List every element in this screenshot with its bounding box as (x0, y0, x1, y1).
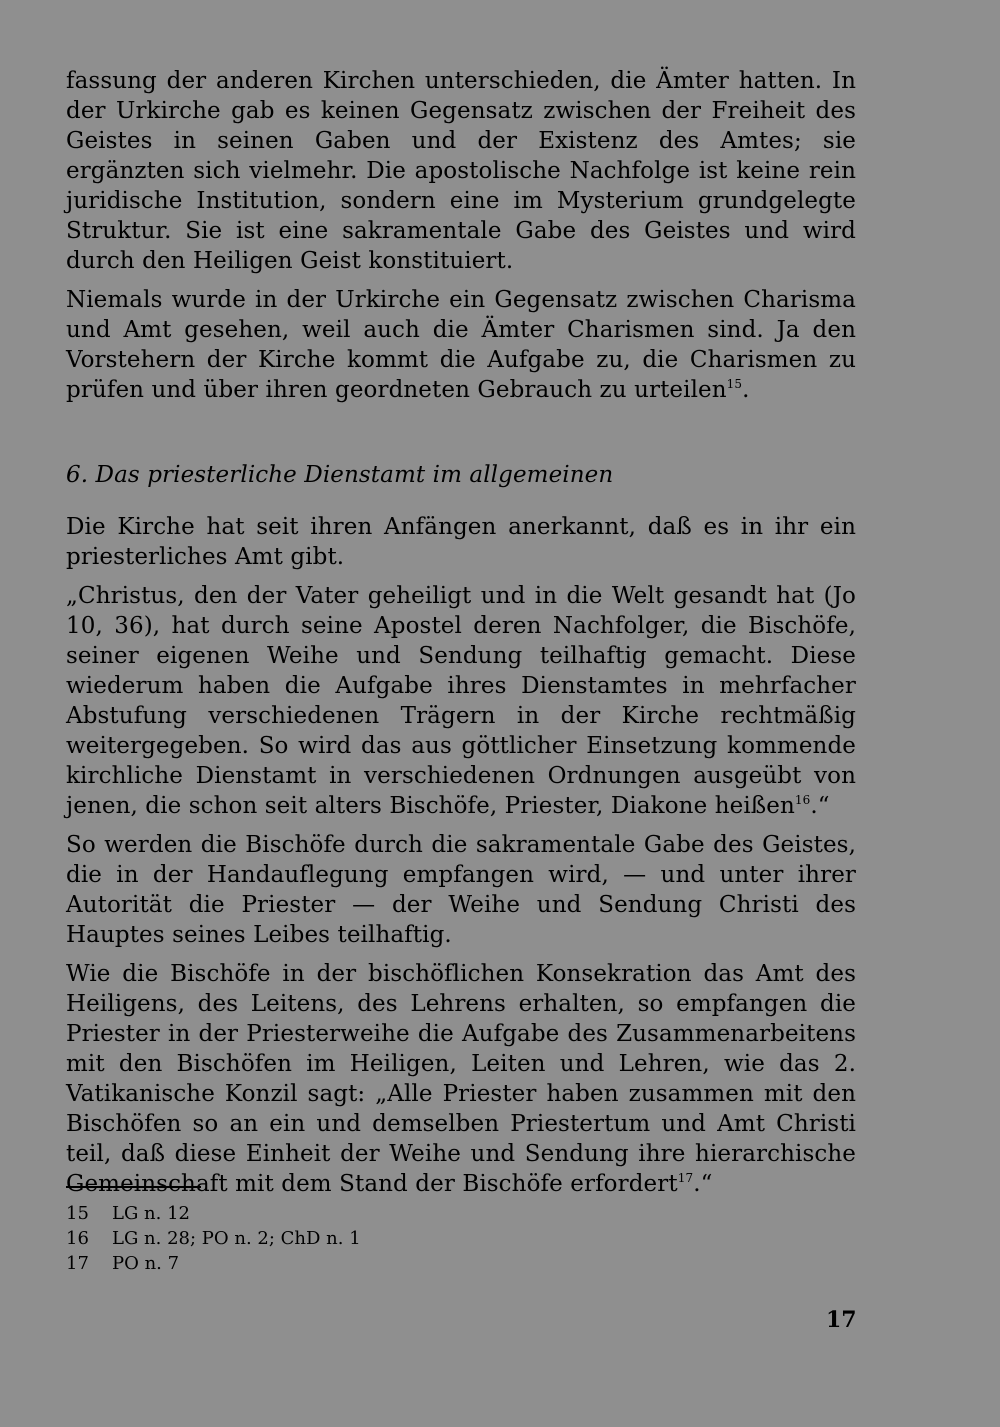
page-number: 17 (826, 1307, 857, 1333)
footnotes (66, 1201, 361, 1276)
footnote-text: LG n. 28; PO n. 2; ChD n. 1 (112, 1228, 361, 1249)
footnote (66, 1226, 361, 1251)
paragraph-1-text: fassung der anderen Kirchen unterschieden, die Ämter hatten. In der Urkirche gab es keinen Gegensatz zwischen der Freiheit des Geistes in seinen Gaben und der Existenz des Amtes; sie ergänzten sich vielmehr. Die apostolische Nachfolge ist keine rein juridische Institution, sondern eine im Mysterium grundgelegte Struktur. Sie ist eine sakramentale Gabe des Geistes und wird durch den Heiligen Geist konstituiert. (66, 68, 856, 274)
paragraph-4 (66, 581, 856, 821)
paragraph-2 (66, 285, 856, 405)
page-body (66, 66, 856, 1199)
footnote-text: PO n. 7 (112, 1253, 180, 1274)
footnote-divider (66, 1186, 201, 1188)
paragraph-4-text: „Christus, den der Vater geheiligt und in die Welt gesandt hat (Jo 10, 36), hat durch seine Apostel deren Nachfolger, die Bischöfe, seiner eigenen Weihe und Sendung teilhaftig gemacht. Diese wiederum haben die Aufgabe ihres Dienstamtes in mehrfacher Abstufung verschiedenen Trägern in der Kirche rechtmäßig weitergegeben. So wird das aus göttlicher Einsetzung kommende kirchliche Dienstamt in verschiedenen Ordnungen ausgeübt von jenen, die schon seit alters Bischöfe, Priester, Diakone heißen (66, 583, 856, 819)
paragraph-6-text: Wie die Bischöfe in der bischöflichen Konsekration das Amt des Heiligens, des Leitens, des Lehrens erhalten, so empfangen die Priester in der Priesterweihe die Aufgabe des Zusammenarbeitens mit den Bischöfen im Heiligen, Leiten und Lehren, wie das 2. Vatikanische Konzil sagt: „Alle Priester haben zusammen mit den Bischöfen so an ein und demselben Priestertum und Amt Christi teil, daß diese Einheit der Weihe und Sendung ihre hierarchische Gemeinschaft mit dem Stand der Bischöfe erfordert (66, 961, 856, 1197)
footnote-ref-17: 17 (677, 1171, 694, 1185)
footnote-ref-16: 16 (794, 793, 811, 807)
footnote (66, 1201, 361, 1226)
footnote-number: 16 (66, 1228, 89, 1249)
footnote-text: LG n. 12 (112, 1203, 190, 1224)
paragraph-3 (66, 512, 856, 572)
footnote-ref-15: 15 (726, 377, 743, 391)
paragraph-2-text: Niemals wurde in der Urkirche ein Gegensatz zwischen Charisma und Amt gesehen, weil auch die Ämter Charismen sind. Ja den Vorstehern der Kirche kommt die Aufgabe zu, die Charismen zu prüfen und über ihren geordneten Gebrauch zu urteilen (66, 287, 856, 403)
footnote-number: 17 (66, 1253, 89, 1274)
paragraph-6-end: .“ (693, 1171, 713, 1197)
paragraph-6 (66, 959, 856, 1199)
paragraph-2-end: . (742, 377, 750, 403)
section-heading: 6. Das priesterliche Dienstamt im allgemeinen (66, 462, 614, 488)
paragraph-3-text: Die Kirche hat seit ihren Anfängen anerkannt, daß es in ihr ein priesterliches Amt gibt. (66, 514, 856, 570)
paragraph-5-text: So werden die Bischöfe durch die sakramentale Gabe des Geistes, die in der Handauflegung empfangen wird, — und unter ihrer Autorität die Priester — der Weihe und Sendung Christi des Hauptes seines Leibes teilhaftig. (66, 832, 856, 948)
paragraph-4-end: .“ (810, 793, 830, 819)
footnote (66, 1251, 361, 1276)
paragraph-5 (66, 830, 856, 950)
footnote-number: 15 (66, 1203, 89, 1224)
paragraph-1 (66, 66, 856, 276)
